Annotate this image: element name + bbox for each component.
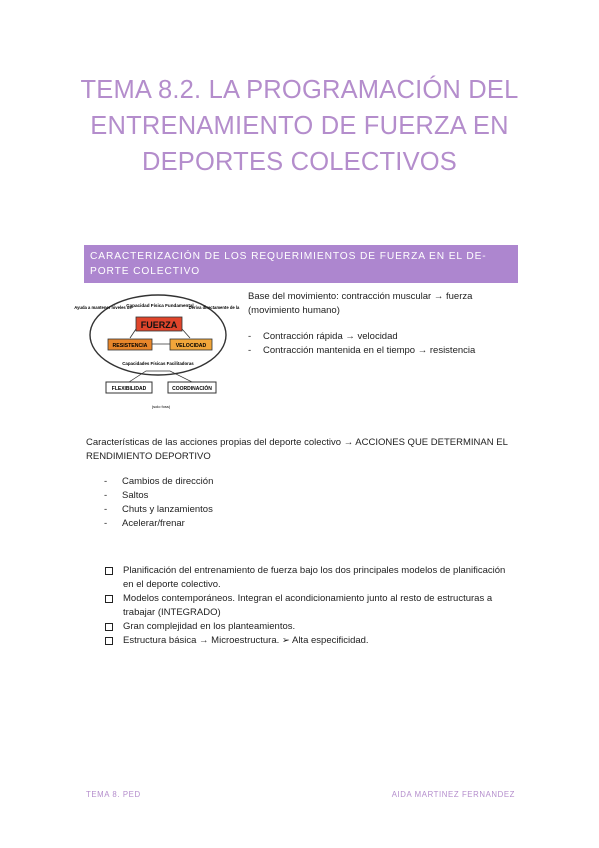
checklist-item: Gran complejidad en los planteamientos. — [104, 620, 518, 634]
diagram-bottom-label: Capacidades Físicas Facilitadoras — [122, 361, 194, 366]
movement-basis-intro: Base del movimiento: contracción muscular → fuerza (movimiento humano) — [248, 291, 473, 316]
list-item: - Contracción mantenida en el tiempo → resistencia — [248, 345, 476, 356]
list-item: - Saltos — [104, 490, 149, 501]
coordinacion-label: COORDINACIÓN — [172, 386, 212, 392]
checklist-item: Estructura básica → Microestructura. ➢ Alta especificidad. — [104, 634, 518, 648]
page-title: TEMA 8.2. LA PROGRAMACIÓN DEL ENTRENAMIENTO DE FUERZA EN DEPORTES COLECTIVOS — [80, 76, 519, 176]
diagram-top-label: Capacidad Física Fundamental — [126, 303, 194, 308]
fuerza-label: FUERZA — [140, 320, 178, 330]
list-item: - Cambios de dirección — [104, 476, 214, 487]
resistencia-label: RESISTENCIA — [112, 343, 148, 349]
characteristics-text: Características de las acciones propias del deporte colectivo → ACCIONES QUE DETERMINAN EL RENDIMIENTO DEPORTIVO — [86, 437, 508, 462]
list-item: - Contracción rápida → velocidad — [248, 331, 398, 342]
arrow-to-velocidad — [182, 329, 190, 338]
diagram-caption: (solo foss) — [151, 404, 171, 409]
actions-list — [104, 475, 404, 531]
contraction-sustained: Contracción mantenida en el tiempo → resistencia — [263, 345, 476, 356]
contraction-fast: Contracción rápida → velocidad — [263, 331, 398, 342]
footer-left: TEMA 8. PED — [86, 790, 141, 799]
footer-right: AIDA MARTINEZ FERNANDEZ — [391, 790, 515, 799]
checklist-item: Planificación del entrenamiento de fuerza bajo los dos principales modelos de planificación en el deporte colectivo. — [104, 564, 518, 592]
movement-basis — [248, 290, 518, 358]
list-item: - Acelerar/frenar — [104, 518, 185, 529]
arrow-to-resistencia — [130, 329, 136, 338]
checkbox-icon — [105, 567, 113, 575]
flexibilidad-label: FLEXIBILIDAD — [111, 386, 147, 392]
diagram-right-label: Deriva directamente de la — [188, 305, 240, 310]
section-header: CARACTERIZACIÓN DE LOS REQUERIMIENTOS DE FUERZA EN EL DE-PORTE COLECTIVO — [84, 245, 518, 283]
list-item: - Chuts y lanzamientos — [104, 504, 213, 515]
checklist — [104, 564, 518, 648]
velocidad-label: VELOCIDAD — [175, 343, 207, 349]
checkbox-icon — [105, 637, 113, 645]
strength-capacities-diagram — [74, 287, 240, 413]
checklist-item: Modelos contemporáneos. Integran el acondicionamiento junto al resto de estructuras a trabajar (INTEGRADO) — [104, 592, 518, 620]
checkbox-icon — [105, 623, 113, 631]
checkbox-icon — [105, 595, 113, 603]
diagram-left-label: Ayuda a mantener niveles de — [74, 305, 132, 310]
